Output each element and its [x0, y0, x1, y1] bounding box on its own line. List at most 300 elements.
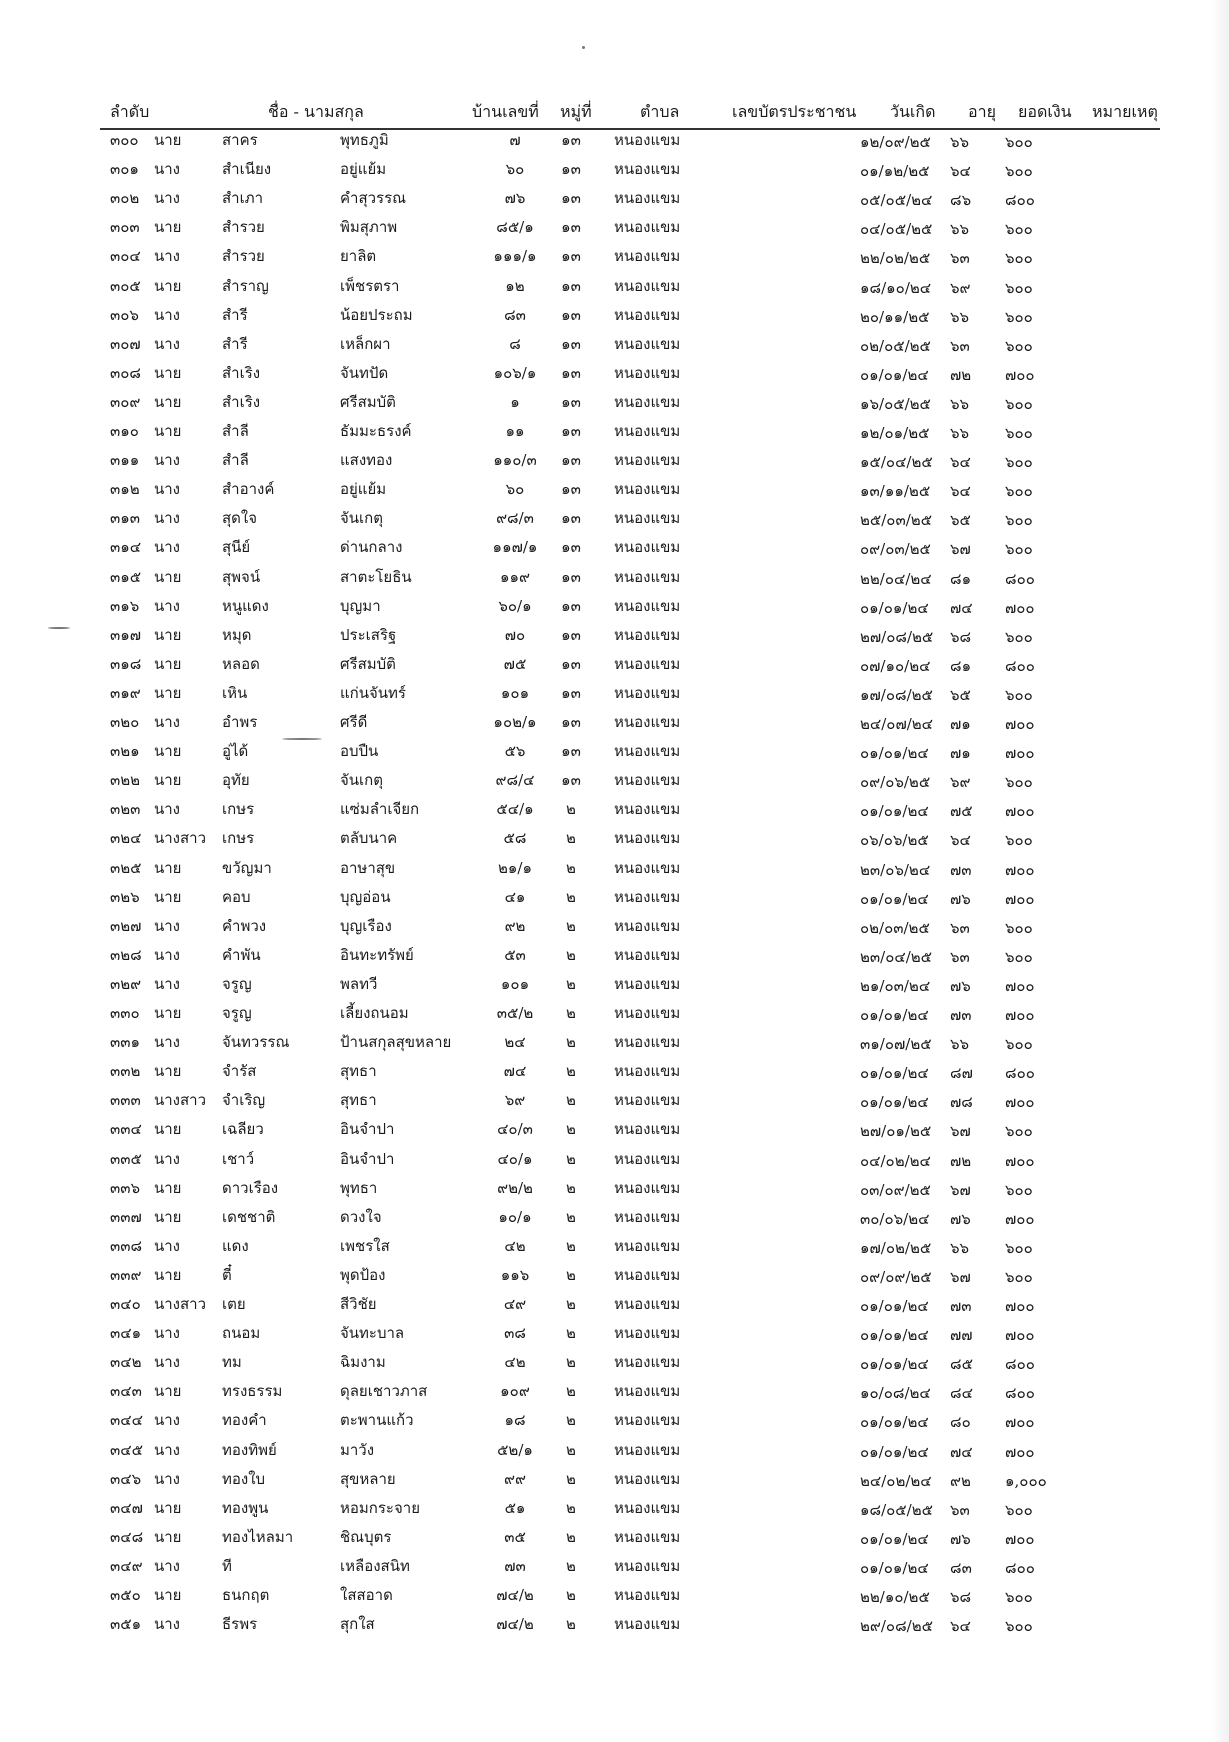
cell-sub: หนองแขม	[614, 1236, 681, 1255]
cell-title: นาง	[154, 160, 181, 179]
cell-moo: ๑๓	[561, 683, 581, 702]
scan-speck	[282, 738, 322, 740]
cell-seq: ๓๒๐	[110, 713, 140, 731]
cell-age: ๗๖	[950, 889, 971, 908]
cell-house: ๑๐๖/๑	[493, 363, 537, 382]
table-row	[0, 448, 1229, 477]
cell-dob: ๒๗/๐๘/๒๕	[860, 627, 934, 646]
cell-dob: ๒๔/๐๗/๒๔	[860, 715, 934, 733]
cell-last: เพ็ชรตรา	[340, 276, 400, 295]
cell-seq: ๓๑๘	[110, 654, 142, 673]
cell-seq: ๓๔๒	[110, 1353, 142, 1372]
cell-house: ๕๔/๑	[496, 800, 534, 819]
cell-first: สำอางค์	[222, 480, 275, 499]
cell-house: ๙๙	[504, 1469, 526, 1488]
cell-sub: หนองแขม	[614, 596, 681, 615]
cell-moo: ๑๓	[561, 451, 581, 470]
cell-age: ๖๘	[950, 1588, 972, 1606]
table-row	[0, 244, 1229, 273]
cell-first: ตี๋	[222, 1265, 232, 1284]
cell-amt: ๗๐๐	[1005, 1297, 1035, 1315]
cell-sub: หนองแขม	[614, 567, 681, 586]
cell-title: นาง	[154, 1033, 181, 1052]
cell-age: ๗๔	[950, 598, 973, 617]
cell-title: นาง	[154, 189, 181, 208]
cell-dob: ๐๑/๐๑/๒๔	[860, 1529, 929, 1548]
cell-first: สำรี	[222, 305, 248, 324]
table-row	[0, 565, 1229, 594]
cell-title: นาง	[154, 713, 181, 731]
cell-moo: ๒	[566, 1586, 576, 1604]
cell-last: อินจำปา	[340, 1120, 395, 1139]
table-row	[0, 885, 1229, 914]
cell-sub: หนองแขม	[614, 451, 681, 470]
cell-last: อินจำปา	[340, 1149, 395, 1168]
cell-title: นาง	[154, 1556, 181, 1575]
cell-house: ๑๑๗/๑	[492, 538, 538, 557]
cell-house: ๘	[509, 334, 521, 353]
cell-moo: ๒	[566, 1440, 576, 1459]
cell-dob: ๒๐/๑๑/๒๕	[860, 307, 930, 326]
cell-sub: หนองแขม	[614, 538, 681, 557]
cell-sub: หนองแขม	[614, 1149, 681, 1168]
cell-age: ๖๖	[950, 307, 970, 326]
table-row	[0, 681, 1229, 710]
cell-age: ๖๗	[950, 1180, 971, 1199]
cell-amt: ๗๐๐	[1005, 744, 1035, 763]
cell-amt: ๖๐๐	[1005, 627, 1033, 646]
cell-moo: ๒	[566, 1236, 576, 1255]
cell-first: จำเริญ	[222, 1091, 266, 1110]
cell-seq: ๓๔๖	[110, 1469, 142, 1488]
cell-moo: ๒	[566, 1178, 576, 1197]
cell-amt: ๗๐๐	[1005, 1529, 1035, 1548]
cell-last: เลี้ยงถนอม	[340, 1004, 409, 1022]
table-row	[0, 1438, 1229, 1467]
cell-amt: ๖๐๐	[1005, 1267, 1033, 1286]
cell-amt: ๖๐๐	[1005, 1588, 1033, 1606]
table-row	[0, 157, 1229, 186]
cell-first: จันทวรรณ	[222, 1033, 290, 1052]
cell-sub: หนองแขม	[614, 1033, 681, 1052]
cell-first: อำพร	[222, 713, 258, 731]
cell-title: นาย	[154, 1207, 182, 1226]
cell-dob: ๐๑/๐๑/๒๔	[860, 365, 929, 384]
cell-house: ๓๕/๒	[496, 1004, 534, 1022]
cell-dob: ๓๐/๐๖/๒๔	[860, 1209, 930, 1228]
cell-dob: ๑๕/๐๔/๒๕	[860, 453, 933, 472]
cell-house: ๖๙	[504, 1091, 526, 1110]
cell-seq: ๓๔๗	[110, 1498, 143, 1517]
cell-sub: หนองแขม	[614, 1615, 681, 1634]
cell-dob: ๐๖/๐๖/๒๕	[860, 831, 929, 850]
cell-amt: ๖๐๐	[1005, 685, 1033, 704]
cell-sub: หนองแขม	[614, 334, 681, 353]
cell-last: สุกใส	[340, 1615, 375, 1634]
cell-seq: ๓๐๐	[110, 131, 139, 149]
cell-first: คำพัน	[222, 945, 261, 964]
cell-title: นาย	[154, 218, 182, 237]
cell-last: พิมสุภาพ	[340, 218, 398, 237]
cell-last: พุทธภูมิ	[340, 131, 389, 149]
table-row	[0, 1321, 1229, 1350]
cell-first: เชาว์	[222, 1149, 255, 1168]
cell-first: ธีรพร	[222, 1615, 258, 1634]
cell-amt: ๘๐๐	[1005, 1064, 1035, 1083]
table-row	[0, 914, 1229, 943]
cell-seq: ๓๔๘	[110, 1527, 144, 1546]
cell-moo: ๒	[566, 858, 576, 877]
cell-age: ๗๘	[950, 1093, 973, 1112]
cell-house: ๗๔/๒	[496, 1586, 534, 1604]
cell-first: สุดใจ	[222, 509, 258, 528]
cell-seq: ๓๐๒	[110, 189, 140, 208]
cell-first: สำเนียง	[222, 160, 272, 179]
cell-amt: ๖๐๐	[1005, 1122, 1033, 1141]
cell-amt: ๖๐๐	[1005, 831, 1033, 850]
cell-amt: ๖๐๐	[1005, 482, 1033, 501]
cell-amt: ๖๐๐	[1005, 220, 1033, 239]
cell-age: ๖๓	[950, 336, 970, 355]
cell-seq: ๓๐๕	[110, 276, 141, 295]
cell-sub: หนองแขม	[614, 974, 681, 993]
table-row	[0, 1088, 1229, 1117]
scan-edge-shadow	[1211, 0, 1229, 1742]
cell-dob: ๑๒/๐๑/๒๕	[860, 424, 930, 442]
cell-moo: ๒	[566, 1324, 576, 1343]
cell-moo: ๒	[566, 1353, 576, 1372]
scan-speck	[48, 627, 70, 629]
cell-title: นาย	[154, 422, 182, 440]
cell-moo: ๑๓	[561, 276, 581, 295]
cell-sub: หนองแขม	[614, 422, 681, 440]
cell-house: ๔๒	[504, 1236, 526, 1255]
cell-amt: ๖๐๐	[1005, 453, 1033, 472]
cell-age: ๘๐	[950, 1413, 971, 1432]
cell-moo: ๑๓	[561, 509, 581, 528]
table-row	[0, 1001, 1229, 1030]
cell-last: แสงทอง	[340, 451, 393, 470]
cell-dob: ๓๑/๐๗/๒๕	[860, 1035, 932, 1054]
cell-moo: ๒	[566, 1091, 576, 1110]
cell-last: บุญอ่อน	[340, 887, 391, 906]
table-row	[0, 1408, 1229, 1437]
cell-seq: ๓๐๘	[110, 363, 141, 382]
cell-amt: ๖๐๐	[1005, 1500, 1033, 1519]
cell-amt: ๖๐๐	[1005, 540, 1033, 559]
cell-first: สำรี	[222, 334, 248, 353]
cell-moo: ๒	[566, 1527, 576, 1546]
cell-moo: ๑๓	[561, 654, 581, 673]
cell-first: แดง	[222, 1236, 249, 1255]
cell-dob: ๐๕/๐๕/๒๔	[860, 191, 933, 210]
header-moo: หมู่ที่	[560, 102, 592, 121]
cell-dob: ๒๕/๐๓/๒๕	[860, 511, 932, 530]
cell-house: ๑๐๑	[500, 683, 530, 702]
header-age: อายุ	[968, 102, 996, 121]
cell-seq: ๓๑๖	[110, 596, 140, 615]
cell-dob: ๐๓/๐๙/๒๕	[860, 1180, 931, 1199]
cell-last: ศรีสมบัติ	[340, 654, 396, 673]
cell-title: นางสาว	[154, 1295, 207, 1313]
cell-sub: หนองแขม	[614, 1091, 681, 1110]
cell-first: ทองพูน	[222, 1498, 269, 1517]
cell-age: ๖๗	[950, 1122, 971, 1141]
cell-last: จันทะบาล	[340, 1324, 405, 1343]
cell-dob: ๐๙/๐๖/๒๕	[860, 773, 931, 792]
cell-seq: ๓๔๑	[110, 1324, 142, 1343]
cell-amt: ๖๐๐	[1005, 162, 1033, 181]
cell-seq: ๓๓๘	[110, 1236, 143, 1255]
table-row	[0, 856, 1229, 885]
cell-dob: ๐๔/๐๒/๒๔	[860, 1151, 931, 1170]
cell-amt: ๖๐๐	[1005, 424, 1033, 442]
cell-first: อุทัย	[222, 771, 250, 790]
cell-seq: ๓๔๕	[110, 1440, 143, 1459]
cell-moo: ๒	[566, 1207, 576, 1226]
cell-last: ดุลยเชาวภาส	[340, 1382, 428, 1401]
cell-title: นาย	[154, 1498, 182, 1517]
cell-first: สำราญ	[222, 276, 269, 295]
cell-dob: ๐๑/๐๑/๒๔	[860, 1093, 929, 1112]
cell-dob: ๑๒/๐๙/๒๕	[860, 133, 931, 151]
cell-sub: หนองแขม	[614, 305, 681, 324]
cell-dob: ๐๑/๐๑/๒๔	[860, 1355, 929, 1374]
cell-amt: ๗๐๐	[1005, 598, 1035, 617]
cell-title: นาย	[154, 1265, 182, 1284]
cell-house: ๙๘/๔	[495, 771, 535, 790]
cell-seq: ๓๓๓	[110, 1091, 141, 1110]
cell-amt: ๖๐๐	[1005, 947, 1033, 966]
cell-title: นาย	[154, 276, 182, 295]
cell-title: นาย	[154, 1120, 182, 1139]
cell-last: เหลืองสนิท	[340, 1556, 410, 1575]
table-row	[0, 623, 1229, 652]
cell-dob: ๑๖/๐๕/๒๕	[860, 394, 931, 413]
cell-seq: ๓๐๙	[110, 392, 141, 411]
cell-first: ทรงธรรม	[222, 1382, 283, 1401]
cell-first: สาคร	[222, 131, 258, 149]
cell-house: ๑๑	[505, 422, 525, 440]
cell-title: นาย	[154, 683, 182, 702]
table-row	[0, 943, 1229, 972]
cell-last: จันเกตุ	[340, 509, 383, 528]
cell-title: นาย	[154, 1382, 182, 1401]
cell-first: คอบ	[222, 887, 251, 906]
cell-sub: หนองแขม	[614, 1556, 681, 1575]
cell-sub: หนองแขม	[614, 1324, 681, 1343]
cell-amt: ๗๐๐	[1005, 1442, 1035, 1461]
cell-last: คำสุวรรณ	[340, 189, 407, 208]
cell-seq: ๓๔๙	[110, 1556, 143, 1575]
cell-age: ๖๔	[950, 453, 971, 472]
cell-dob: ๒๒/๑๐/๒๕	[860, 1588, 930, 1606]
cell-age: ๘๕	[950, 1355, 973, 1374]
cell-amt: ๗๐๐	[1005, 1326, 1035, 1345]
cell-title: นาง	[154, 1615, 181, 1634]
cell-moo: ๑๓	[561, 596, 581, 615]
cell-moo: ๒	[566, 1411, 576, 1430]
cell-title: นาง	[154, 1411, 181, 1430]
table-row	[0, 1205, 1229, 1234]
cell-title: นางสาว	[154, 1091, 207, 1110]
cell-moo: ๒	[566, 1004, 576, 1022]
cell-moo: ๒	[566, 887, 576, 906]
cell-last: ธัมมะธรงค์	[340, 422, 412, 440]
cell-last: สุทธา	[340, 1091, 377, 1110]
header-id-card: เลขบัตรประชาชน	[732, 102, 857, 121]
header-subdistrict: ตำบล	[640, 102, 680, 121]
cell-sub: หนองแขม	[614, 1382, 681, 1401]
cell-seq: ๓๓๒	[110, 1062, 141, 1081]
table-row	[0, 739, 1229, 768]
cell-sub: หนองแขม	[614, 625, 681, 644]
cell-seq: ๓๑๔	[110, 538, 142, 557]
table-row	[0, 594, 1229, 623]
cell-title: นาย	[154, 567, 182, 586]
cell-dob: ๒๙/๐๘/๒๕	[860, 1617, 933, 1636]
cell-first: สุพจน์	[222, 567, 261, 586]
cell-age: ๖๔	[950, 1617, 971, 1636]
cell-amt: ๘๐๐	[1005, 191, 1035, 210]
cell-house: ๙๒/๒	[497, 1178, 533, 1197]
cell-moo: ๑๓	[561, 480, 581, 499]
cell-seq: ๓๔๐	[110, 1295, 141, 1313]
cell-title: นาง	[154, 945, 181, 964]
cell-house: ๔๐/๓	[497, 1120, 533, 1139]
cell-amt: ๗๐๐	[1005, 802, 1035, 821]
cell-age: ๘๑	[950, 569, 972, 588]
cell-dob: ๒๑/๐๓/๒๔	[860, 976, 931, 995]
cell-house: ๑๑๐/๓	[493, 451, 537, 470]
cell-amt: ๗๐๐	[1005, 1209, 1035, 1228]
cell-seq: ๓๕๑	[110, 1615, 142, 1634]
table-row	[0, 710, 1229, 739]
cell-house: ๒๔	[504, 1033, 526, 1052]
cell-age: ๗๓	[950, 860, 972, 879]
cell-first: เตย	[222, 1295, 246, 1313]
cell-sub: หนองแขม	[614, 1120, 681, 1139]
cell-seq: ๓๓๐	[110, 1004, 140, 1022]
table-row	[0, 477, 1229, 506]
cell-last: พลทวี	[340, 974, 378, 993]
cell-moo: ๒	[566, 1382, 576, 1401]
cell-seq: ๓๒๙	[110, 974, 142, 993]
cell-last: อินทะทรัพย์	[340, 945, 414, 964]
cell-first: ทองทิพย์	[222, 1440, 277, 1459]
cell-house: ๗	[509, 131, 521, 149]
cell-title: นาง	[154, 451, 181, 470]
table-row	[0, 186, 1229, 215]
cell-title: นาย	[154, 1178, 182, 1197]
cell-sub: หนองแขม	[614, 480, 681, 499]
cell-last: สุทธา	[340, 1062, 377, 1081]
cell-dob: ๐๔/๐๕/๒๕	[860, 220, 933, 239]
cell-dob: ๒๗/๐๑/๒๕	[860, 1122, 932, 1141]
cell-title: นาง	[154, 974, 181, 993]
cell-first: ขวัญมา	[222, 858, 272, 877]
table-row	[0, 768, 1229, 797]
cell-house: ๑๘	[504, 1411, 526, 1430]
cell-amt: ๘๐๐	[1005, 1558, 1035, 1577]
table-row	[0, 390, 1229, 419]
cell-house: ๑	[510, 392, 520, 411]
cell-sub: หนองแขม	[614, 742, 681, 761]
cell-first: สำเภา	[222, 189, 264, 208]
cell-house: ๕๖	[504, 742, 526, 761]
table-row	[0, 1554, 1229, 1583]
cell-amt: ๗๐๐	[1005, 976, 1035, 995]
cell-last: ตะพานแก้ว	[340, 1411, 414, 1430]
cell-age: ๗๖	[950, 976, 971, 995]
cell-last: จันทปัด	[340, 363, 389, 382]
cell-seq: ๓๐๗	[110, 334, 141, 353]
cell-sub: หนองแขม	[614, 1295, 681, 1313]
cell-house: ๔๙	[503, 1295, 527, 1313]
cell-sub: หนองแขม	[614, 1586, 681, 1604]
cell-title: นาง	[154, 305, 181, 324]
cell-seq: ๓๑๒	[110, 480, 140, 499]
cell-age: ๖๖	[950, 133, 970, 151]
cell-first: ธนกฤต	[222, 1586, 270, 1604]
cell-last: หอมกระจาย	[340, 1498, 420, 1517]
cell-title: นาง	[154, 480, 181, 499]
cell-age: ๗๕	[950, 802, 973, 821]
cell-sub: หนองแขม	[614, 189, 681, 208]
cell-amt: ๖๐๐	[1005, 773, 1033, 792]
cell-seq: ๓๓๕	[110, 1149, 142, 1168]
table-row	[0, 1350, 1229, 1379]
cell-dob: ๑๗/๐๒/๒๕	[860, 1238, 932, 1257]
cell-moo: ๒	[566, 1469, 576, 1488]
cell-age: ๖๓	[950, 947, 970, 966]
cell-age: ๖๙	[950, 773, 971, 792]
cell-dob: ๐๑/๐๑/๒๔	[860, 1413, 929, 1432]
cell-last: ป้านสกุลสุขหลาย	[340, 1033, 452, 1052]
cell-dob: ๐๑/๐๑/๒๔	[860, 744, 929, 763]
cell-sub: หนองแขม	[614, 858, 681, 877]
cell-first: สำเริง	[222, 392, 261, 411]
table-row	[0, 1292, 1229, 1321]
cell-seq: ๓๔๓	[110, 1382, 142, 1401]
cell-title: นาย	[154, 392, 182, 411]
table-row	[0, 303, 1229, 332]
cell-house: ๒๑/๑	[498, 858, 532, 877]
cell-house: ๓๘	[504, 1324, 526, 1343]
cell-age: ๗๗	[950, 1326, 973, 1345]
cell-moo: ๒	[566, 1033, 576, 1052]
cell-dob: ๐๒/๐๓/๒๕	[860, 918, 930, 937]
cell-age: ๖๓	[950, 249, 970, 268]
cell-seq: ๓๐๓	[110, 218, 140, 237]
cell-title: นาง	[154, 1324, 181, 1343]
cell-house: ๘๓	[504, 305, 526, 324]
cell-title: นาง	[154, 334, 181, 353]
cell-amt: ๘๐๐	[1005, 1384, 1035, 1403]
cell-seq: ๓๒๓	[110, 800, 141, 819]
cell-sub: หนองแขม	[614, 1207, 681, 1226]
cell-amt: ๖๐๐	[1005, 336, 1033, 355]
cell-dob: ๑๘/๑๐/๒๔	[860, 278, 932, 297]
cell-sub: หนองแขม	[614, 800, 681, 819]
cell-title: นาง	[154, 916, 181, 935]
cell-title: นาย	[154, 858, 182, 877]
cell-dob: ๑๘/๐๕/๒๕	[860, 1500, 933, 1519]
cell-title: นาย	[154, 625, 182, 644]
cell-dob: ๐๑/๐๑/๒๔	[860, 1326, 929, 1345]
table-row	[0, 1234, 1229, 1263]
cell-first: สุนีย์	[222, 538, 251, 557]
